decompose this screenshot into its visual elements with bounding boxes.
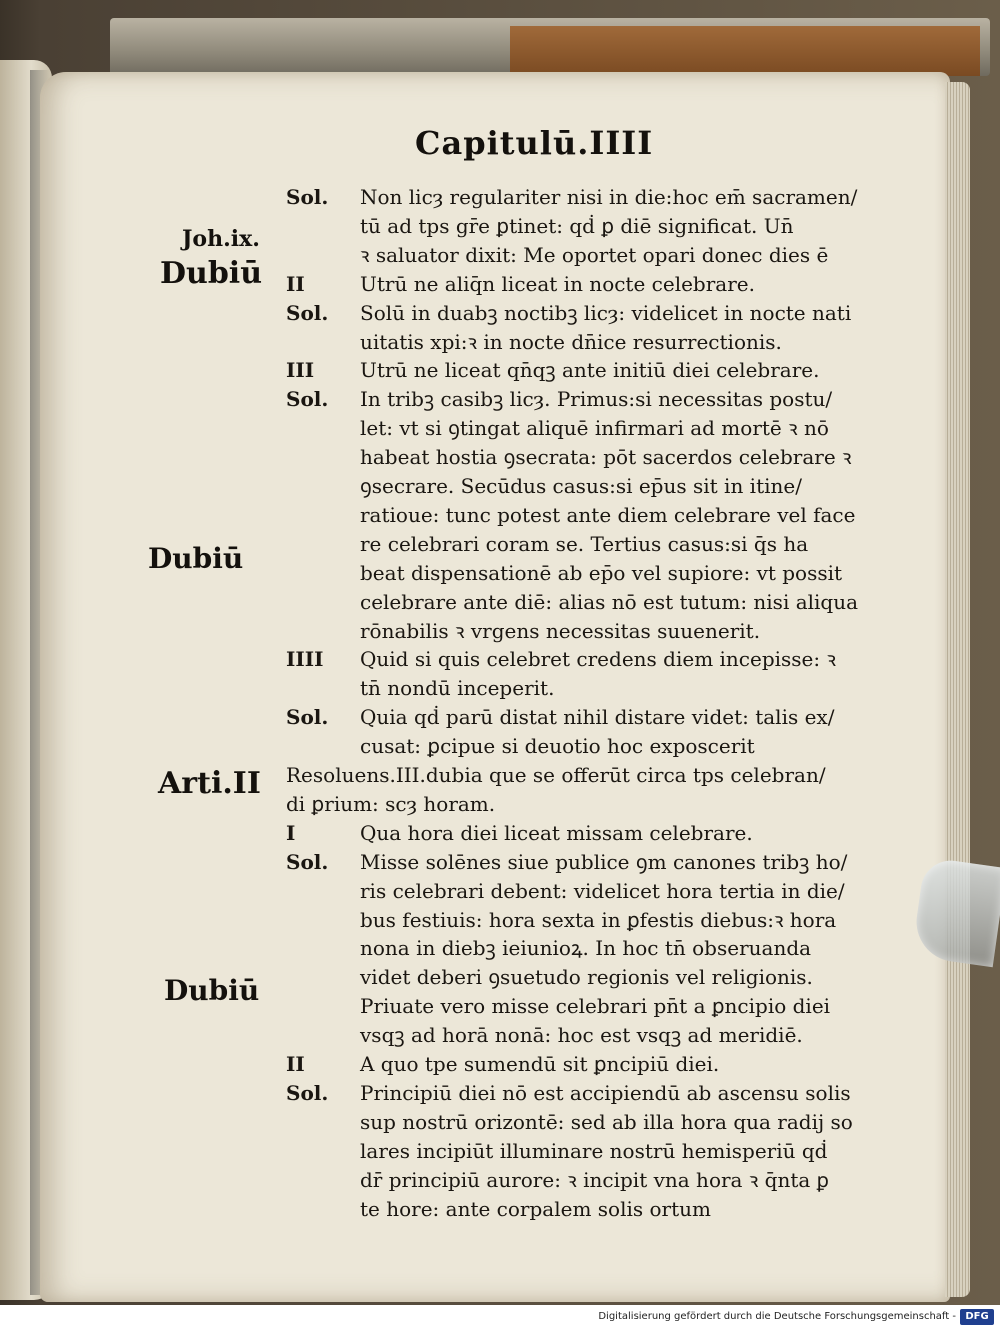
text-line: Utrū ne liceat qn̄qꝫ ante initiū diei celebrare. — [360, 358, 820, 382]
text-line: Utrū ne aliq̄n liceat in nocte celebrare. — [360, 272, 755, 296]
line-label: III — [286, 358, 315, 382]
line-label: I — [286, 821, 296, 845]
chapter-heading: Capitulū.IIII — [415, 124, 654, 162]
text-line: Solū in duabꝫ noctibꝫ licȝ: videlicet in nocte nati — [360, 301, 852, 325]
text-line: videt deberi ꝯsuetudo regionis vel religionis. — [360, 965, 813, 989]
text-line: beat dispensationē ab ep̄o vel supiore: vt possit — [360, 561, 843, 585]
margin-note-joh: Joh.ix. — [182, 226, 260, 252]
line-label: Sol. — [286, 387, 329, 411]
text-line: sup nostrū orizontē: sed ab illa hora qua radij so — [360, 1110, 853, 1134]
margin-note-dubium: Dubiū — [148, 542, 244, 575]
text-line: tū ad tps gr̄e ꝑtinet: qḋ ꝑ diē significat. Un̄ — [360, 214, 794, 238]
line-label: IIII — [286, 647, 324, 671]
text-line: uitatis xpi:ꝛ in nocte dn̄ice resurrectionis. — [360, 330, 782, 354]
text-line: rōnabilis ꝛ vrgens necessitas suuenerit. — [360, 619, 761, 643]
text-line: Principiū diei nō est accipiendū ab ascensu solis — [360, 1081, 851, 1105]
text-line: di ꝑrium: scȝ horam. — [286, 792, 496, 816]
text-line: Non licȝ regulariter nisi in die:hoc em̄ sacramen/ — [360, 185, 858, 209]
text-line: te hore: ante corpalem solis ortum — [360, 1197, 711, 1221]
text-line: ris celebrari debent: videlicet hora tertia in die/ — [360, 879, 845, 903]
text-line: tn̄ nondū inceperit. — [360, 676, 555, 700]
dfg-logo: DFG — [960, 1309, 994, 1325]
text-line: A quo tpe sumendū sit ꝑncipiū diei. — [360, 1052, 720, 1076]
text-line: ꝯsecrare. Secūdus casus:si ep̄us sit in itine/ — [360, 474, 802, 498]
text-line: habeat hostia ꝯsecrata: pōt sacerdos celebrare ꝛ — [360, 445, 852, 469]
line-label: II — [286, 1052, 305, 1076]
text-line: re celebrari coram se. Tertius casus:si q̄s ha — [360, 532, 809, 556]
text-line: ratioue: tunc potest ante diem celebrare vel face — [360, 503, 856, 527]
text-line: Misse solēnes siue publice ꝯm canones tribꝫ ho/ — [360, 850, 848, 874]
line-label: II — [286, 272, 305, 296]
margin-note-dubium: Dubiū — [164, 974, 260, 1007]
text-line: Quid si quis celebret credens diem incepisse: ꝛ — [360, 647, 836, 671]
text-line: bus festiuis: hora sexta in ꝑfestis diebus:ꝛ hora — [360, 908, 837, 932]
text-line: cusat: ꝑcipue si deuotio hoc exposcerit — [360, 734, 755, 758]
footer-credit: Digitalisierung gefördert durch die Deutsche Forschungsgemeinschaft - — [598, 1311, 956, 1322]
text-line: nona in diebꝫ ieiunioꝝ. In hoc tn̄ obseruanda — [360, 936, 812, 960]
line-label: Sol. — [286, 185, 329, 209]
margin-note-dubium: Dubiū — [160, 256, 263, 291]
text-line: celebrare ante diē: alias nō est tutum: nisi aliqua — [360, 590, 859, 614]
line-label: Sol. — [286, 705, 329, 729]
text-line: lares incipiūt illuminare nostrū hemisperiū qḋ — [360, 1139, 828, 1163]
line-label: Sol. — [286, 1081, 329, 1105]
margin-note-article: Arti.II — [158, 766, 261, 801]
text-line: vsqꝫ ad horā nonā: hoc est vsqꝫ ad meridiē. — [360, 1023, 803, 1047]
text-line: dr̄ principiū aurore: ꝛ incipit vna hora ꝛ q̄nta ꝑ — [360, 1168, 829, 1192]
text-line: Quia qḋ parū distat nihil distare videt: talis ex/ — [360, 705, 835, 729]
text-line: Resoluens.III.dubia que se offerūt circa tps celebran/ — [286, 763, 826, 787]
book-top-edge — [110, 18, 990, 76]
text-line: ꝛ saluator dixit: Me oportet opari donec dies ē — [360, 243, 829, 267]
text-line: In tribꝫ casibꝫ licȝ. Primus:si necessitas postu/ — [360, 387, 833, 411]
text-line: Priuate vero misse celebrari pn̄t a ꝑncipio diei — [360, 994, 831, 1018]
footer-bar — [0, 1305, 1000, 1330]
page-edges — [945, 82, 970, 1297]
line-label: Sol. — [286, 850, 329, 874]
text-line: Qua hora diei liceat missam celebrare. — [360, 821, 753, 845]
line-label: Sol. — [286, 301, 329, 325]
text-line: let: vt si ꝯtingat aliquē infirmari ad mortē ꝛ nō — [360, 416, 829, 440]
